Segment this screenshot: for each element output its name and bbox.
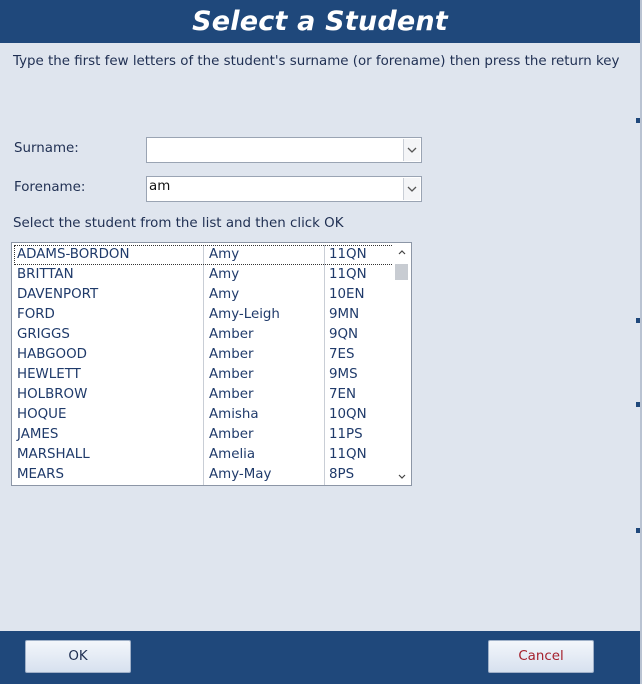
- edge-mark: [636, 402, 640, 407]
- student-surname: GRIGGS: [14, 325, 204, 345]
- forename-combo[interactable]: [146, 176, 422, 202]
- forename-label: Forename:: [14, 180, 86, 195]
- dialog-title: Select a Student: [192, 6, 448, 37]
- student-form: 9QN: [329, 327, 359, 342]
- student-form: 10QN: [329, 407, 367, 422]
- student-form: 7EN: [329, 387, 356, 402]
- student-surname: FORD: [14, 305, 204, 325]
- student-surname: DAVENPORT: [14, 285, 204, 305]
- scrollbar-thumb[interactable]: [395, 264, 408, 280]
- list-item[interactable]: [14, 405, 394, 425]
- student-form: 10EN: [329, 287, 365, 302]
- student-surname: HOLBROW: [14, 385, 204, 405]
- list-item[interactable]: [14, 445, 394, 465]
- student-surname: HEWLETT: [14, 365, 204, 385]
- list-item[interactable]: [14, 325, 394, 345]
- list-item[interactable]: [14, 385, 394, 405]
- surname-combo[interactable]: [146, 137, 422, 163]
- student-forename: Amelia: [204, 445, 325, 465]
- student-forename: Amisha: [204, 405, 325, 425]
- student-forename: Amy-May: [204, 465, 325, 485]
- student-surname: HOQUE: [14, 405, 204, 425]
- list-prompt: Select the student from the list and then click OK: [13, 216, 344, 231]
- student-form: 9MN: [329, 307, 360, 322]
- student-surname: HABGOOD: [14, 345, 204, 365]
- edge-mark: [636, 118, 640, 123]
- list-item[interactable]: [14, 365, 394, 385]
- student-form: 11QN: [329, 447, 367, 462]
- student-surname: MEARS: [14, 465, 204, 485]
- instruction-text: Type the first few letters of the student's surname (or forename) then press the return key: [13, 54, 620, 69]
- list-item[interactable]: [14, 265, 394, 285]
- ok-button[interactable]: OK: [25, 640, 131, 673]
- student-surname: ADAMS-BORDON: [14, 245, 204, 265]
- student-surname: JAMES: [14, 425, 204, 445]
- title-bar: [0, 0, 640, 43]
- student-forename: Amy: [204, 285, 325, 305]
- chevron-down-icon[interactable]: [403, 178, 420, 200]
- cancel-button[interactable]: Cancel: [488, 640, 594, 673]
- edge-mark: [636, 318, 640, 323]
- student-forename: Amber: [204, 345, 325, 365]
- student-list-rows: [14, 245, 394, 485]
- list-scrollbar[interactable]: [393, 244, 410, 484]
- chevron-down-icon[interactable]: [393, 468, 410, 484]
- student-forename: Amy-Leigh: [204, 305, 325, 325]
- student-list[interactable]: [11, 242, 412, 486]
- student-form: 11PS: [329, 427, 363, 442]
- list-item[interactable]: [14, 345, 394, 365]
- student-form: 11QN: [329, 267, 367, 282]
- surname-label: Surname:: [14, 141, 79, 156]
- list-item[interactable]: [14, 285, 394, 305]
- chevron-down-icon[interactable]: [403, 139, 420, 161]
- student-surname: MARSHALL: [14, 445, 204, 465]
- edge-mark: [636, 528, 640, 533]
- student-forename: Amber: [204, 365, 325, 385]
- student-forename: Amber: [204, 425, 325, 445]
- student-form: 11QN: [329, 247, 367, 262]
- student-forename: Amy: [204, 265, 325, 285]
- list-item[interactable]: [14, 245, 394, 265]
- student-form: 7ES: [329, 347, 355, 362]
- list-item[interactable]: [14, 305, 394, 325]
- list-item[interactable]: [14, 465, 394, 485]
- forename-input[interactable]: am: [149, 179, 171, 194]
- student-forename: Amy: [204, 245, 325, 265]
- chevron-up-icon[interactable]: [393, 244, 410, 260]
- student-forename: Amber: [204, 325, 325, 345]
- student-form: 9MS: [329, 367, 358, 382]
- list-item[interactable]: [14, 425, 394, 445]
- student-forename: Amber: [204, 385, 325, 405]
- student-surname: BRITTAN: [14, 265, 204, 285]
- student-form: 8PS: [329, 467, 355, 482]
